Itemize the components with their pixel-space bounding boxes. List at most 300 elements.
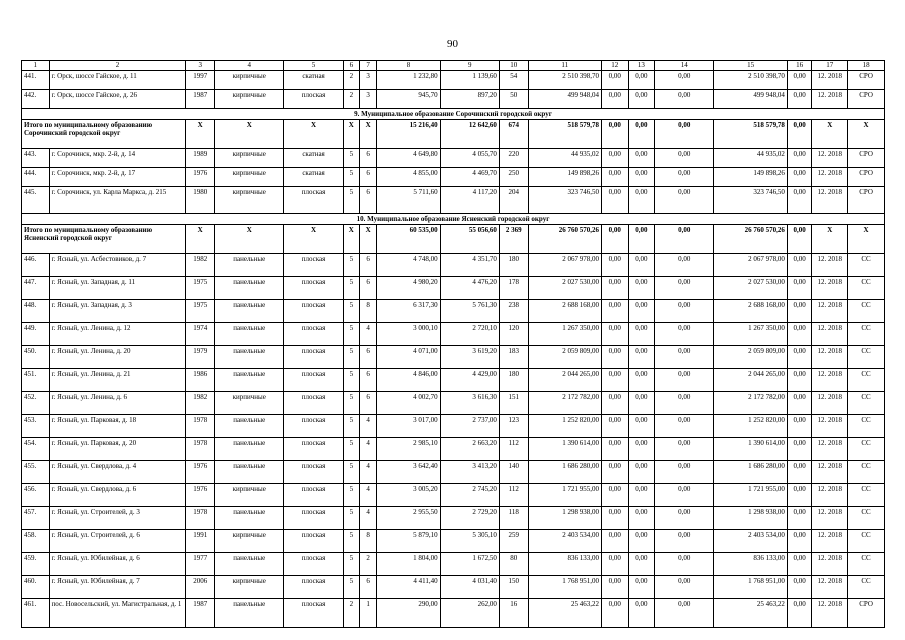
table-cell: 149 898,26 [714,168,788,187]
table-cell: 499 948,04 [528,90,602,109]
table-cell: г. Ясный, ул. Асбестовиков, д. 7 [49,254,186,277]
table-cell: кирпичные [215,576,284,599]
table-cell: плоская [284,300,343,323]
section-heading: 9. Муниципальное образование Сорочинский городской округ [22,109,885,120]
table-cell: скатная [284,168,343,187]
table-cell: 323 746,50 [714,187,788,214]
table-cell: СС [848,576,885,599]
table-cell: 1 298 938,00 [528,507,602,530]
table-cell: плоская [284,323,343,346]
column-number: 8 [377,61,440,71]
table-cell: 2 663,20 [440,438,499,461]
table-cell: СС [848,323,885,346]
table-cell: 0,00 [787,576,812,599]
table-cell: СС [848,507,885,530]
total-cell: 518 579,78 [714,120,788,149]
table-cell: панельные [215,254,284,277]
table-cell: 118 [499,507,528,530]
table-cell: г. Ясный, ул. Ленина, д. 20 [49,346,186,369]
table-cell: 1976 [186,484,215,507]
table-cell: 0,00 [602,71,629,90]
table-cell: 5 879,10 [377,530,440,553]
table-cell: 4 469,70 [440,168,499,187]
table-cell: 0,00 [787,187,812,214]
table-cell: СС [848,438,885,461]
table-cell: 6 [360,149,377,168]
table-row [22,300,885,323]
table-cell: кирпичные [215,168,284,187]
table-row [22,369,885,392]
column-number: 13 [628,61,655,71]
table-row [22,415,885,438]
table-cell: 12. 2018 [812,530,848,553]
table-cell: панельные [215,599,284,628]
column-number: 3 [186,61,215,71]
table-cell: 0,00 [655,71,714,90]
table-cell: плоская [284,187,343,214]
table-cell: 3 005,20 [377,484,440,507]
total-cell: 0,00 [628,120,655,149]
table-cell: 453. [22,415,50,438]
table-cell: 4 [360,415,377,438]
table-cell: 0,00 [602,392,629,415]
table-cell: плоская [284,530,343,553]
total-cell: X [343,120,359,149]
table-cell: СС [848,415,885,438]
table-cell: 0,00 [628,576,655,599]
total-cell: 518 579,78 [528,120,602,149]
table-cell: 4 649,80 [377,149,440,168]
table-cell: 0,00 [628,90,655,109]
table-cell: 150 [499,576,528,599]
table-cell: 2 172 782,00 [714,392,788,415]
table-cell: 0,00 [787,461,812,484]
table-cell: 2 403 534,00 [714,530,788,553]
table-row [22,90,885,109]
table-cell: 2 745,20 [440,484,499,507]
table-cell: 3 413,20 [440,461,499,484]
total-cell: X [186,225,215,254]
table-cell: г. Орск, шоссе Гайское, д. 26 [49,90,186,109]
table-cell: СС [848,553,885,576]
table-cell: 12. 2018 [812,392,848,415]
total-cell: X [848,225,885,254]
table-cell: 5 [343,461,359,484]
total-cell: 2 369 [499,225,528,254]
table-cell: 290,00 [377,599,440,628]
table-cell: 443. [22,149,50,168]
table-cell: 0,00 [628,484,655,507]
table-cell: 0,00 [787,323,812,346]
table-cell: СС [848,461,885,484]
page-number: 90 [447,38,458,50]
table-cell: 1987 [186,90,215,109]
table-cell: 1 390 614,00 [714,438,788,461]
table-cell: 0,00 [628,461,655,484]
total-cell: 0,00 [602,120,629,149]
table-cell: 448. [22,300,50,323]
table-cell: 0,00 [787,168,812,187]
table-cell: 0,00 [628,277,655,300]
table-cell: г. Ясный, ул. Парковая, д. 18 [49,415,186,438]
table-cell: 1 686 280,00 [714,461,788,484]
table-cell: 1977 [186,553,215,576]
table-cell: плоская [284,369,343,392]
table-cell: 0,00 [602,187,629,214]
table-cell: 12. 2018 [812,553,848,576]
table-cell: 0,00 [628,71,655,90]
table-cell: 449. [22,323,50,346]
table-cell: плоская [284,277,343,300]
total-cell: X [360,225,377,254]
table-cell: 1 804,00 [377,553,440,576]
table-cell: панельные [215,300,284,323]
total-cell: X [360,120,377,149]
table-cell: 0,00 [628,149,655,168]
table-cell: плоская [284,415,343,438]
table-cell: г. Ясный, ул. Западная, д. 3 [49,300,186,323]
table-cell: 0,00 [787,599,812,628]
column-number: 17 [812,61,848,71]
column-number: 7 [360,61,377,71]
table-cell: 1978 [186,438,215,461]
table-cell: 4 117,20 [440,187,499,214]
table-cell: 1978 [186,507,215,530]
table-cell: 2 510 398,70 [528,71,602,90]
table-cell: 6 [360,392,377,415]
table-cell: 1987 [186,599,215,628]
table-cell: 12. 2018 [812,484,848,507]
table-cell: кирпичные [215,392,284,415]
table-cell: 0,00 [655,149,714,168]
table-cell: г. Сорочинск, ул. Карла Маркса, д. 215 [49,187,186,214]
table-cell: кирпичные [215,530,284,553]
table-cell: СРО [848,168,885,187]
table-cell: 0,00 [655,553,714,576]
table-cell: 0,00 [628,254,655,277]
table-cell: 5 [343,392,359,415]
table-cell: 204 [499,187,528,214]
table-cell: 444. [22,168,50,187]
table-cell: 1 721 955,00 [528,484,602,507]
table-cell: 0,00 [602,461,629,484]
column-number: 9 [440,61,499,71]
table-cell: 461. [22,599,50,628]
table-cell: 0,00 [602,323,629,346]
table-cell: скатная [284,149,343,168]
total-row [22,225,885,254]
column-number-header [22,61,885,71]
table-cell: 0,00 [655,277,714,300]
table-cell: панельные [215,323,284,346]
table-cell: 0,00 [655,254,714,277]
table-cell: 3 000,10 [377,323,440,346]
table-cell: 6 [360,254,377,277]
table-row [22,392,885,415]
table-cell: СС [848,392,885,415]
table-cell: 836 133,00 [528,553,602,576]
table-cell: 12. 2018 [812,149,848,168]
total-cell: 0,00 [655,120,714,149]
table-cell: 1979 [186,346,215,369]
total-cell: 26 760 570,26 [528,225,602,254]
table-cell: 4 980,20 [377,277,440,300]
table-cell: 0,00 [602,438,629,461]
table-cell: 0,00 [655,346,714,369]
table-row [22,254,885,277]
table-cell: 323 746,50 [528,187,602,214]
table-cell: 5 [343,415,359,438]
table-cell: 5 [343,369,359,392]
table-cell: 836 133,00 [714,553,788,576]
table-cell: 0,00 [787,300,812,323]
table-cell: 12. 2018 [812,461,848,484]
total-cell: X [215,225,284,254]
total-cell: 0,00 [628,225,655,254]
table-cell: 1 267 350,00 [528,323,602,346]
table-cell: СРО [848,599,885,628]
table-cell: 1 267 350,00 [714,323,788,346]
table-cell: плоская [284,392,343,415]
table-cell: плоская [284,553,343,576]
table-cell: 0,00 [655,168,714,187]
table-cell: г. Ясный, ул. Ленина, д. 6 [49,392,186,415]
table-cell: 2 688 168,00 [714,300,788,323]
table-cell: 2 172 782,00 [528,392,602,415]
table-cell: 5 [343,484,359,507]
table-cell: 4 055,70 [440,149,499,168]
total-cell: 0,00 [602,225,629,254]
table-cell: 4 411,40 [377,576,440,599]
table-cell: 4 [360,323,377,346]
table-cell: 4 351,70 [440,254,499,277]
table-cell: СС [848,369,885,392]
table-cell: 0,00 [602,300,629,323]
table-cell: 1982 [186,254,215,277]
section-heading: 10. Муниципальное образование Ясненский городской округ [22,214,885,225]
section-heading-row [22,109,885,120]
table-cell: г. Ясный, ул. Западная, д. 11 [49,277,186,300]
table-row [22,187,885,214]
table-cell: 2 737,00 [440,415,499,438]
table-cell: 0,00 [655,484,714,507]
table-cell: 458. [22,530,50,553]
table-cell: 0,00 [628,323,655,346]
table-cell: панельные [215,346,284,369]
table-row [22,599,885,628]
table-cell: 54 [499,71,528,90]
table-cell: 2 027 530,00 [528,277,602,300]
table-cell: г. Ясный, ул. Строителей, д. 3 [49,507,186,530]
table-cell: 3 [360,71,377,90]
total-row [22,120,885,149]
table-cell: 4 429,00 [440,369,499,392]
table-cell: 5 [343,507,359,530]
column-number: 6 [343,61,359,71]
table-cell: 4 [360,484,377,507]
table-cell: 1976 [186,168,215,187]
table-cell: 5 [343,187,359,214]
table-cell: г. Ясный, ул. Свердлова, д. 4 [49,461,186,484]
table-cell: 1 232,80 [377,71,440,90]
table-cell: панельные [215,461,284,484]
table-cell: кирпичные [215,484,284,507]
table-cell: СС [848,346,885,369]
table-cell: г. Ясный, ул. Ленина, д. 21 [49,369,186,392]
table-cell: 0,00 [602,599,629,628]
table-cell: 120 [499,323,528,346]
table-cell: 0,00 [628,168,655,187]
table-cell: 5 [343,323,359,346]
table-cell: панельные [215,507,284,530]
total-cell: X [812,120,848,149]
table-cell: 0,00 [602,90,629,109]
table-cell: 0,00 [655,90,714,109]
table-cell: 0,00 [655,438,714,461]
total-cell: 60 535,00 [377,225,440,254]
table-cell: 456. [22,484,50,507]
table-cell: 1 252 820,00 [714,415,788,438]
table-cell: 4 476,20 [440,277,499,300]
table-cell: 149 898,26 [528,168,602,187]
total-cell: X [284,120,343,149]
table-cell: 5 [343,576,359,599]
table-cell: 2 027 530,00 [714,277,788,300]
table-cell: 25 463,22 [714,599,788,628]
table-cell: 6 [360,187,377,214]
table-cell: панельные [215,415,284,438]
table-cell: 451. [22,369,50,392]
table-cell: кирпичные [215,71,284,90]
table-cell: 123 [499,415,528,438]
table-cell: 0,00 [602,530,629,553]
table-cell: 1974 [186,323,215,346]
table-row [22,461,885,484]
table-cell: 0,00 [787,254,812,277]
table-cell: 1 252 820,00 [528,415,602,438]
table-cell: 2 044 265,00 [714,369,788,392]
table-cell: 1 672,50 [440,553,499,576]
table-row [22,530,885,553]
table-row [22,507,885,530]
column-number: 11 [528,61,602,71]
total-cell: X [812,225,848,254]
table-cell: 0,00 [787,392,812,415]
column-number: 5 [284,61,343,71]
table-cell: 12. 2018 [812,507,848,530]
table-cell: кирпичные [215,149,284,168]
table-cell: 0,00 [655,461,714,484]
table-cell: 0,00 [628,187,655,214]
table-row [22,346,885,369]
table-cell: СС [848,254,885,277]
table-cell: плоская [284,599,343,628]
table-cell: 0,00 [787,553,812,576]
table-cell: 12. 2018 [812,168,848,187]
table-cell: 0,00 [628,438,655,461]
column-number: 18 [848,61,885,71]
total-cell: 674 [499,120,528,149]
table-cell: 0,00 [602,254,629,277]
table-cell: 1 139,60 [440,71,499,90]
table-cell: 183 [499,346,528,369]
table-cell: пос. Новосельский, ул. Магистральная, д. 1 [49,599,186,628]
table-cell: 238 [499,300,528,323]
table-cell: 112 [499,438,528,461]
table-cell: 151 [499,392,528,415]
table-cell: 1 686 280,00 [528,461,602,484]
table-cell: 1 721 955,00 [714,484,788,507]
table-cell: 0,00 [628,599,655,628]
table-cell: 16 [499,599,528,628]
table-cell: 12. 2018 [812,346,848,369]
table-cell: 0,00 [655,300,714,323]
table-cell: СС [848,277,885,300]
table-cell: 80 [499,553,528,576]
table-cell: 5 [343,254,359,277]
table-cell: СС [848,300,885,323]
table-cell: 2 067 978,00 [714,254,788,277]
table-cell: 12. 2018 [812,254,848,277]
table-cell: 12. 2018 [812,599,848,628]
table-cell: 0,00 [787,277,812,300]
table-cell: 2 067 978,00 [528,254,602,277]
table-cell: 0,00 [628,530,655,553]
table-cell: 1 390 614,00 [528,438,602,461]
table-cell: 5 [343,149,359,168]
table-cell: 1982 [186,392,215,415]
table-cell: 0,00 [602,576,629,599]
table-cell: 178 [499,277,528,300]
total-label: Итого по муниципальному образованию Сорочинский городской округ [22,120,186,149]
table-cell: 0,00 [787,369,812,392]
table-cell: 2 688 168,00 [528,300,602,323]
table-cell: 12. 2018 [812,323,848,346]
table-cell: плоская [284,507,343,530]
column-number: 15 [714,61,788,71]
table-cell: 50 [499,90,528,109]
table-cell: 499 948,04 [714,90,788,109]
table-cell: 0,00 [655,507,714,530]
table-cell: 6 [360,168,377,187]
table-cell: г. Ясный, ул. Юбилейная, д. 6 [49,553,186,576]
column-number: 12 [602,61,629,71]
column-number: 10 [499,61,528,71]
table-cell: 1986 [186,369,215,392]
table-cell: 4 [360,461,377,484]
table-cell: 3 [360,90,377,109]
table-cell: г. Сорочинск, мкр. 2-й, д. 17 [49,168,186,187]
table-cell: 945,70 [377,90,440,109]
table-cell: 1 768 951,00 [528,576,602,599]
table-cell: 0,00 [602,507,629,530]
table-cell: 0,00 [787,346,812,369]
table-cell: 450. [22,346,50,369]
total-cell: X [284,225,343,254]
total-cell: 26 760 570,26 [714,225,788,254]
table-row [22,277,885,300]
table-cell: СС [848,530,885,553]
table-row [22,553,885,576]
table-cell: 0,00 [628,415,655,438]
table-cell: 12. 2018 [812,90,848,109]
table-cell: г. Ясный, ул. Ленина, д. 12 [49,323,186,346]
table-cell: 0,00 [787,507,812,530]
table-cell: г. Ясный, ул. Юбилейная, д. 7 [49,576,186,599]
table-cell: 5 711,60 [377,187,440,214]
table-cell: 1989 [186,149,215,168]
table-cell: 5 [343,277,359,300]
